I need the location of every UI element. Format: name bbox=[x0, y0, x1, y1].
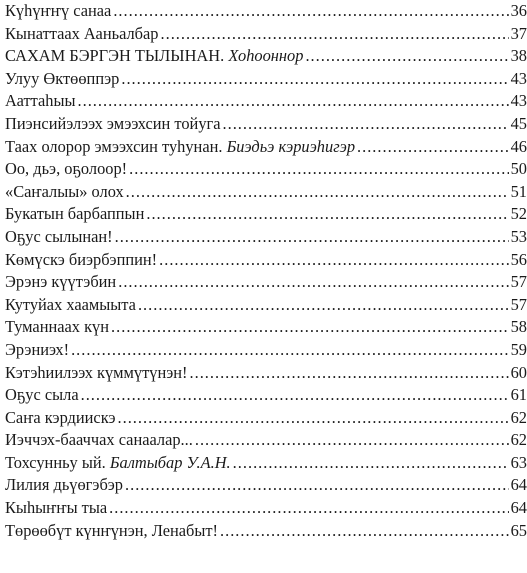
dot-leader bbox=[220, 520, 509, 543]
toc-entry bbox=[5, 294, 527, 317]
toc-entry-title bbox=[5, 294, 136, 317]
dot-leader bbox=[195, 429, 509, 452]
toc-entry-page-number: 58 bbox=[510, 317, 527, 337]
toc-entry-title-text: Тохсунньу ый. bbox=[5, 452, 110, 472]
toc-entry bbox=[5, 23, 527, 46]
dot-leader bbox=[305, 45, 508, 68]
toc-entry-title bbox=[5, 158, 127, 181]
toc-entry-title-text: Таах олорор эмээхсин туһунан. bbox=[5, 136, 227, 156]
toc-entry-page-number: 59 bbox=[510, 339, 527, 359]
toc-entry bbox=[5, 113, 527, 136]
toc-entry-title bbox=[5, 68, 119, 91]
dot-leader bbox=[125, 474, 509, 497]
toc-entry-title-text: Оҕус сылынан! bbox=[5, 226, 113, 246]
toc-entry-title bbox=[5, 249, 157, 272]
dot-leader bbox=[357, 136, 509, 159]
toc-entry bbox=[5, 452, 527, 475]
dot-leader bbox=[113, 0, 508, 23]
toc-entry-page-number: 53 bbox=[510, 226, 527, 246]
dot-leader bbox=[71, 339, 509, 362]
toc-entry bbox=[5, 181, 527, 204]
toc-entry bbox=[5, 407, 527, 430]
toc-entry-title bbox=[5, 316, 109, 339]
toc-entry-title bbox=[5, 45, 303, 68]
toc-entry bbox=[5, 271, 527, 294]
dot-leader bbox=[138, 294, 509, 317]
toc-entry bbox=[5, 497, 527, 520]
toc-entry-title-text: «Саҥалыы» олох bbox=[5, 181, 124, 201]
toc-entry-title-text: Көмүскэ биэрбэппин! bbox=[5, 249, 158, 269]
toc-entry-page-number: 50 bbox=[510, 159, 527, 179]
dot-leader bbox=[223, 113, 509, 136]
toc-entry bbox=[5, 203, 527, 226]
toc-entry-page-number: 60 bbox=[510, 362, 527, 382]
toc-entry-page-number: 64 bbox=[510, 475, 527, 495]
toc-entry-page-number: 45 bbox=[510, 113, 527, 133]
toc-entry bbox=[5, 136, 527, 159]
toc-entry-title-text: Оо, дьэ, оҕолоор! bbox=[5, 159, 128, 179]
dot-leader bbox=[146, 203, 508, 226]
dot-leader bbox=[126, 181, 509, 204]
toc-entry-subtitle: Хоһооннор bbox=[228, 46, 304, 66]
dot-leader bbox=[111, 316, 509, 339]
toc-entry-title-text: Күһүҥҥү санаа bbox=[5, 1, 112, 20]
toc-entry-page-number: 63 bbox=[510, 452, 527, 472]
dot-leader bbox=[118, 407, 509, 430]
toc-entry bbox=[5, 249, 527, 272]
toc-entry-title bbox=[5, 181, 124, 204]
toc-entry-title bbox=[5, 203, 144, 226]
toc-entry-page-number: 46 bbox=[510, 136, 527, 156]
toc-entry-subtitle: Балтыбар У.А.Н. bbox=[109, 452, 231, 472]
toc-entry bbox=[5, 68, 527, 91]
dot-leader bbox=[190, 362, 509, 385]
dot-leader bbox=[118, 271, 508, 294]
toc-entry-title bbox=[5, 226, 113, 249]
toc-entry-title-text: Оҕус сыла bbox=[5, 385, 79, 405]
toc-entry-page-number: 36 bbox=[510, 1, 527, 20]
toc-entry-page-number: 65 bbox=[510, 520, 527, 540]
dot-leader bbox=[233, 452, 509, 475]
toc-entry-title-text: Букатын барбаппын bbox=[5, 204, 145, 224]
toc-entry bbox=[5, 45, 527, 68]
toc-entry-page-number: 51 bbox=[510, 181, 527, 201]
toc-entry-page-number: 38 bbox=[510, 46, 527, 66]
toc-entry-title-text: Эрэнэ күүтэбин bbox=[5, 272, 117, 292]
toc-entry-title bbox=[5, 23, 159, 46]
toc-entry bbox=[5, 429, 527, 452]
toc-entry bbox=[5, 384, 527, 407]
toc-entry-page-number: 62 bbox=[510, 407, 527, 427]
dot-leader bbox=[115, 226, 509, 249]
toc-entry-title bbox=[5, 0, 111, 23]
toc-entry bbox=[5, 520, 527, 543]
toc-entry-title-text: Эрэниэх! bbox=[5, 339, 70, 359]
dot-leader bbox=[78, 90, 509, 113]
toc-entry-title bbox=[5, 384, 79, 407]
toc-entry-title-text: Лилия дьүөгэбэр bbox=[5, 475, 124, 495]
toc-entry bbox=[5, 474, 527, 497]
toc-entry bbox=[5, 0, 527, 23]
toc-entry-title bbox=[5, 362, 188, 385]
toc-entry bbox=[5, 226, 527, 249]
toc-entry-title bbox=[5, 429, 193, 452]
toc-entry-title-text: Кутуйах хаамыыта bbox=[5, 294, 136, 314]
toc-entry-page-number: 57 bbox=[510, 272, 527, 292]
toc-entry-title bbox=[5, 339, 69, 362]
dot-leader bbox=[161, 23, 509, 46]
toc-entry bbox=[5, 316, 527, 339]
toc-entry-title-text: Улуу Өктөөппэр bbox=[5, 68, 120, 88]
toc-entry bbox=[5, 90, 527, 113]
dot-leader bbox=[121, 68, 508, 91]
toc-entry-title-text: Кэтэһиилээх күммүтүнэн! bbox=[5, 362, 188, 382]
toc-entry bbox=[5, 158, 527, 181]
toc-entry-title bbox=[5, 271, 116, 294]
toc-entry-page-number: 61 bbox=[510, 385, 527, 405]
toc-entry-title bbox=[5, 497, 107, 520]
dot-leader bbox=[129, 158, 508, 181]
dot-leader bbox=[81, 384, 509, 407]
toc-entry bbox=[5, 362, 527, 385]
toc-entry-title bbox=[5, 90, 76, 113]
toc-entry-page-number: 64 bbox=[510, 498, 527, 518]
toc-entry-title bbox=[5, 520, 218, 543]
toc-entry-title bbox=[5, 474, 123, 497]
toc-entry-title-text: САХАМ БЭРГЭН ТЫЛЫНАН. bbox=[5, 46, 229, 66]
toc-entry-title-text: Иэччэх-бааччах санаалар... bbox=[5, 430, 193, 450]
toc-entry-title-text: Туманнаах күн bbox=[5, 317, 110, 337]
toc-entry-title-text: Төрөөбүт күнҥүнэн, Ленабыт! bbox=[5, 520, 218, 540]
toc-entry-title-text: Кынаттаах Ааньалбар bbox=[5, 23, 159, 43]
toc-entry-title-text: Пиэнсийэлээх эмээхсин тойуга bbox=[5, 113, 221, 133]
toc-entry-page-number: 56 bbox=[510, 249, 527, 269]
toc-entry-title-text: Ааттаһыы bbox=[5, 91, 76, 111]
toc-entry-page-number: 37 bbox=[510, 23, 527, 43]
toc-entry-page-number: 62 bbox=[510, 430, 527, 450]
toc-entry-title-text: Саҥа кэрдиискэ bbox=[5, 407, 116, 427]
toc-entry-title bbox=[5, 407, 116, 430]
toc-entry-page-number: 57 bbox=[510, 294, 527, 314]
toc-entry-subtitle: Биэдьэ кэриэһигэр bbox=[226, 136, 356, 156]
toc-entry-title bbox=[5, 136, 355, 159]
toc-entry-page-number: 43 bbox=[510, 91, 527, 111]
toc-entry-title-text: Кыһыҥҥы тыа bbox=[5, 498, 108, 518]
toc-entry bbox=[5, 339, 527, 362]
toc-entry-page-number: 43 bbox=[510, 68, 527, 88]
toc-entry-title bbox=[5, 452, 231, 475]
dot-leader bbox=[159, 249, 508, 272]
dot-leader bbox=[109, 497, 508, 520]
toc-entry-title bbox=[5, 113, 221, 136]
toc-entry-page-number: 52 bbox=[510, 204, 527, 224]
